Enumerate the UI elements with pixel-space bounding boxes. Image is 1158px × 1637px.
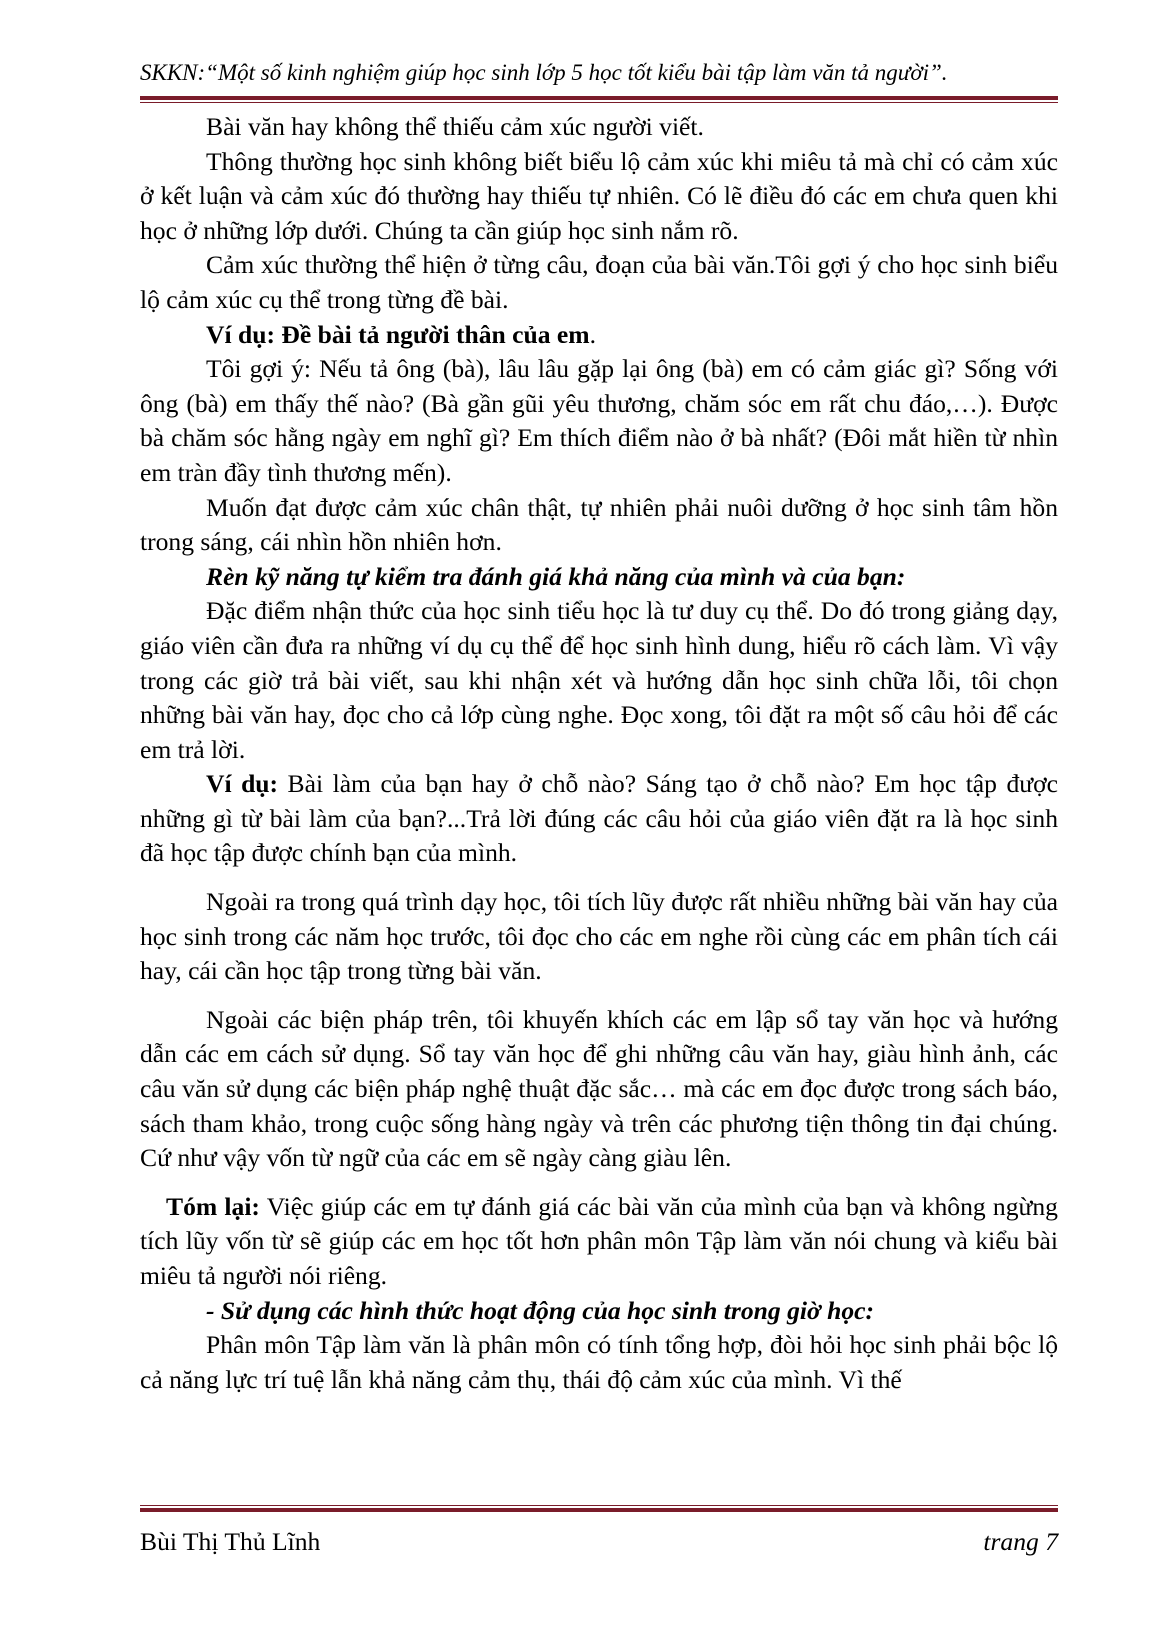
example-heading-text: Ví dụ: Đề bài tả người thân của em (206, 319, 590, 349)
page-number: trang 7 (983, 1527, 1058, 1556)
paragraph: Thông thường học sinh không biết biểu lộ cảm xúc khi miêu tả mà chỉ có cảm xúc ở kết luận và cảm xúc đó thường hay thiếu tự nhiên. Có lẽ điều đó các em chưa quen khi học ở những lớp dưới. Chúng ta cần giúp học sinh nắm rõ. (140, 146, 1058, 245)
paragraph: Đặc điểm nhận thức của học sinh tiểu học là tư duy cụ thể. Do đó trong giảng dạy, giáo viên cần đưa ra những ví dụ cụ thể để học sinh hình dung, hiểu rõ cách làm. Vì vậy trong các giờ trả bài viết, sau khi nhận xét và hướng dẫn học sinh chữa lỗi, tôi chọn những bài văn hay, đọc cho cả lớp cùng nghe. Đọc xong, tôi đặt ra một số câu hỏi để các em trả lời. (140, 596, 1058, 764)
document-footer (140, 1527, 1058, 1557)
paragraph: Tôi gợi ý: Nếu tả ông (bà), lâu lâu gặp lại ông (bà) em có cảm giác gì? Sống với ông (bà) em thấy thế nào? (Bà gần gũi yêu thương, chăm sóc em rất chu đáo,…). Được bà chăm sóc hằng ngày em nghĩ gì? Em thích điểm nào ở bà nhất? (Đôi mắt hiền từ nhìn em tràn đầy tình thương mến). (140, 354, 1058, 487)
summary-label: Tóm lại: (166, 1191, 260, 1221)
footer-rule (140, 1505, 1058, 1512)
footer-author: Bùi Thị Thủ Lĩnh (140, 1527, 321, 1556)
document-header: SKKN:“Một số kinh nghiệm giúp học sinh lớp 5 học tốt kiểu bài tập làm văn tả người”. (140, 60, 948, 85)
paragraph: Bài văn hay không thể thiếu cảm xúc người viết. (206, 112, 704, 141)
paragraph: Phân môn Tập làm văn là phân môn có tính tổng hợp, đòi hỏi học sinh phải bộc lộ cả năng lực trí tuệ lẫn khả năng cảm thụ, thái độ cảm xúc của mình. Vì thế (140, 1330, 1058, 1394)
paragraph: Muốn đạt được cảm xúc chân thật, tự nhiên phải nuôi dưỡng ở học sinh tâm hồn trong sáng, cái nhìn hồn nhiên hơn. (140, 492, 1058, 557)
paragraph (140, 767, 1058, 871)
summary-text: Việc giúp các em tự đánh giá các bài văn của mình của bạn và không ngừng tích lũy vốn từ sẽ giúp các em học tốt hơn phân môn Tập làm văn nói chung và kiểu bài miêu tả người nói riêng. (140, 1191, 1058, 1290)
paragraph: Ngoài các biện pháp trên, tôi khuyến khích các em lập sổ tay văn học và hướng dẫn các em cách sử dụng. Sổ tay văn học để ghi những câu văn hay, giàu hình ảnh, các câu văn sử dụng các biện pháp nghệ thuật đặc sắc… mà các em đọc được trong sách báo, sách tham khảo, trong cuộc sống hàng ngày và trên các phương tiện thông tin đại chúng. Cứ như vậy vốn từ ngữ của các em sẽ ngày càng giàu lên. (140, 1004, 1058, 1173)
example-label: Ví dụ: (206, 769, 279, 799)
example-heading-period: . (589, 319, 597, 349)
example-text: Bài làm của bạn hay ở chỗ nào? Sáng tạo ở chỗ nào? Em học tập được những gì từ bài làm của bạn?...Trả lời đúng các câu hỏi của giáo viên đặt ra là học sinh đã học tập được chính bạn của mình. (140, 769, 1059, 868)
section-heading: - Sử dụng các hình thức hoạt động của học sinh trong giờ học: (206, 1295, 875, 1325)
example-heading (140, 318, 1058, 353)
document-body (140, 110, 1058, 1397)
paragraph: Ngoài ra trong quá trình dạy học, tôi tích lũy được rất nhiều những bài văn hay của học sinh trong các năm học trước, tôi đọc cho các em nghe rồi cùng các em phân tích cái hay, cái cần học tập trong từng bài văn. (140, 887, 1058, 986)
paragraph: Cảm xúc thường thể hiện ở từng câu, đoạn của bài văn.Tôi gợi ý cho học sinh biểu lộ cảm xúc cụ thể trong từng đề bài. (140, 250, 1058, 314)
header-rule (140, 96, 1058, 103)
summary-paragraph (140, 1190, 1058, 1294)
section-heading: Rèn kỹ năng tự kiểm tra đánh giá khả năng của mình và của bạn: (206, 561, 906, 591)
